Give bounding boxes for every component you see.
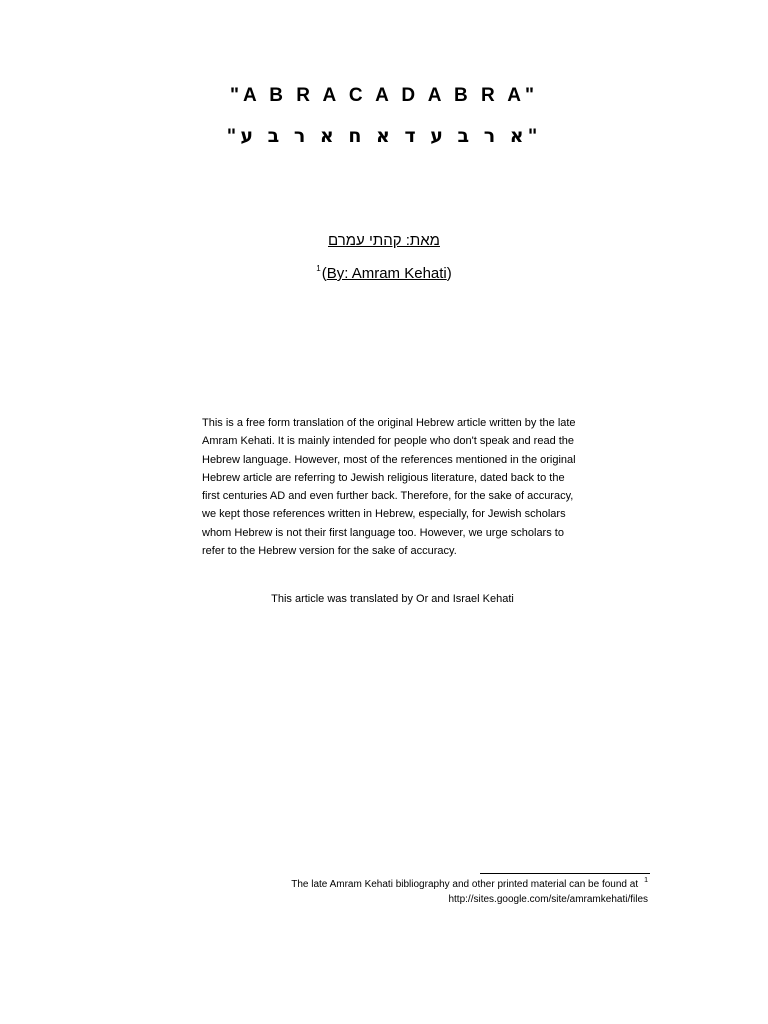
byline-english-text: By: Amram Kehati [326,265,447,282]
byline-open-paren: ( [321,265,327,282]
title-english: "A B R A C A D A B R A" [229,85,539,106]
footnote-separator [480,873,650,874]
footnote-url[interactable]: http://sites.google.com/site/amramkehati/files [448,893,648,905]
byline-english [0,264,768,284]
byline-hebrew [0,231,768,251]
byline-close-paren: ) [446,265,452,282]
byline-hebrew-text: מאת: קהתי עמרם [328,232,440,249]
footnote-ref[interactable]: 1 [316,264,321,273]
title-hebrew: "א ר ב ע ד א ח א ר ב ע" [226,125,542,147]
footnote-number: 1 [644,877,648,884]
footnote-line-1 [208,878,648,893]
footnote-text: The late Amram Kehati bibliography and other printed material can be found at [291,879,639,890]
translator-note: This article was translated by Or and Israel Kehati [271,593,514,605]
footnote [208,878,648,907]
intro-paragraph: This is a free form translation of the original Hebrew article written by the late Amram Kehati. It is mainly intended for people who don't speak and read the Hebrew language. However, most of the references mentioned in the original Hebrew article are referring to Jewish religious literature, dated back to the first centuries AD and even further back. Therefore, for the sake of accuracy, we kept those references written in Hebrew, especially, for Jewish scholars whom Hebrew is not their first language too. However, we urge scholars to refer to the Hebrew version for the sake of accuracy. [202,417,576,558]
